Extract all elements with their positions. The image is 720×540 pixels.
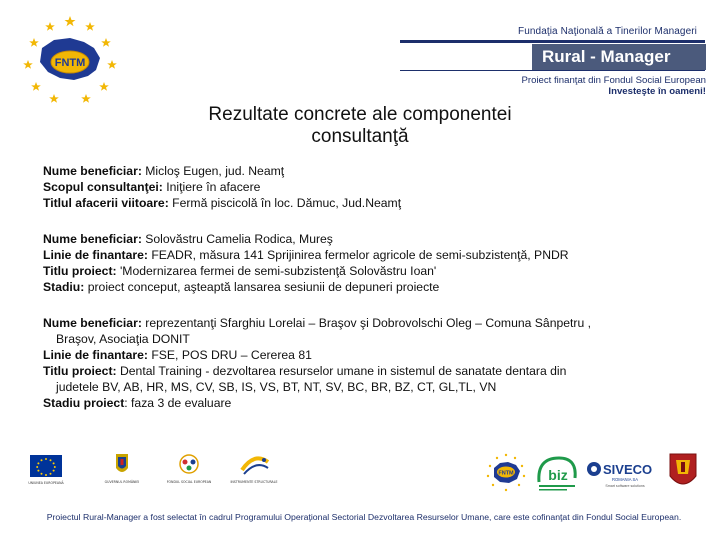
beneficiary-name-line: [43, 163, 703, 179]
biz-logo: [533, 452, 581, 494]
field-value-continued: Braşov, Asociaţia DONIT: [56, 332, 190, 346]
eu-caption: UNIUNEA EUROPEANĂ: [28, 481, 64, 485]
siveco-text: SIVECO: [603, 462, 653, 477]
field-label: Titlu proiect:: [43, 364, 117, 378]
field-value: reprezentanţi Sfarghiu Lorelai – Braşov şi Dobrovolschi Oleg – Comuna Sânpetru ,: [141, 316, 592, 330]
slide-title: [130, 104, 590, 148]
field-value-continued: judetele BV, AB, HR, MS, CV, SB, IS, VS, BT, NT, SV, BC, BR, BZ, CT, GL,TL, VN: [56, 380, 497, 394]
beneficiary-block-3: [43, 315, 703, 411]
field-value: FEADR, măsura 141 Sprijinirea fermelor agricole de semi-subzistenţă, PNDR: [147, 248, 569, 262]
field-label: Nume beneficiar:: [43, 316, 142, 330]
field-label: Titlu proiect:: [43, 264, 117, 278]
field-value: Micloş Eugen, jud. Neamţ: [141, 164, 285, 178]
shield-logo: [666, 452, 700, 494]
organization-name: Fundaţia Naţională a Tinerilor Manageri: [518, 26, 697, 37]
status-line: [43, 395, 703, 411]
instrumente-structurale-logo: [224, 452, 284, 492]
beneficiary-name-line: [43, 315, 703, 347]
field-label: Nume beneficiar:: [43, 232, 142, 246]
consulting-purpose-line: [43, 179, 703, 195]
field-value: FSE, POS DRU – Cererea 81: [147, 348, 312, 362]
field-value: Fermă piscicolă în loc. Dămuc, Jud.Neamţ: [168, 196, 402, 210]
beneficiary-block-2: [43, 231, 703, 295]
project-title-line: [43, 263, 703, 279]
beneficiary-name-line: [43, 231, 703, 247]
instrumente-caption: INSTRUMENTE STRUCTURALE: [230, 480, 278, 484]
funding-line-line: [43, 247, 703, 263]
field-value: proiect conceput, aşteaptă lansarea sesiunii de depuneri proiecte: [84, 280, 440, 294]
field-label: Stadiu:: [43, 280, 85, 294]
fntm-logo: [14, 12, 126, 104]
field-label: Stadiu proiect: [43, 396, 125, 410]
field-value: Solovăstru Camelia Rodica, Mureş: [141, 232, 333, 246]
posdru-logo: [164, 452, 214, 492]
funding-line-line: [43, 347, 703, 363]
business-title-line: [43, 195, 703, 211]
government-logo: [92, 452, 152, 492]
field-label: Nume beneficiar:: [43, 164, 142, 178]
field-label: Linie de finantare:: [43, 348, 148, 362]
fntm-logo-text: FNTM: [54, 57, 86, 69]
header-divider-thin: [400, 70, 705, 71]
rural-manager-banner: Rural - Manager: [532, 44, 706, 70]
government-caption: GUVERNUL ROMÂNIEI: [104, 480, 140, 484]
field-value: Dental Training - dezvoltarea resurselor umane in sistemul de sanatate dentara din: [116, 364, 567, 378]
header-divider: [400, 40, 705, 43]
status-line: [43, 279, 703, 295]
eu-flag-logo: [26, 455, 66, 489]
slide-title-line1: Rezultate concrete ale componentei: [208, 104, 512, 125]
funding-statement: [521, 75, 706, 97]
field-label: Titlul afacerii viitoare:: [43, 196, 169, 210]
field-label: Scopul consultanţei:: [43, 180, 163, 194]
fntm-small-logo: [482, 452, 530, 494]
posdru-caption: FONDUL SOCIAL EUROPEAN: [166, 480, 212, 484]
project-title-line: [43, 363, 703, 395]
biz-text: biz: [548, 467, 568, 483]
footer-statement: Proiectul Rural-Manager a fost selectat în cadrul Programului Operaţional Sectorial Dezvoltarea Resurselor Umane, care este cofinanţat din Fondul Social European.: [46, 512, 682, 522]
siveco-logo: [585, 456, 661, 492]
field-value: : faza 3 de evaluare: [124, 396, 232, 410]
field-label: Linie de finantare:: [43, 248, 148, 262]
slide-title-line2: consultanţă: [311, 126, 409, 147]
siveco-subtext: ROMANIA SA: [611, 477, 639, 482]
siveco-tagline: Smart software solutions: [605, 484, 645, 488]
beneficiary-block-1: [43, 163, 703, 211]
funding-slogan: Investeşte în oameni!: [608, 86, 706, 97]
funding-line: Proiect finanţat din Fondul Social European: [521, 75, 706, 86]
fntm-small-text: FNTM: [498, 470, 514, 477]
field-value: 'Modernizarea fermei de semi-subzistenţă Solovăstru Ioan': [116, 264, 437, 278]
beneficiaries-content: [43, 163, 703, 431]
field-value: Iniţiere în afacere: [162, 180, 261, 194]
